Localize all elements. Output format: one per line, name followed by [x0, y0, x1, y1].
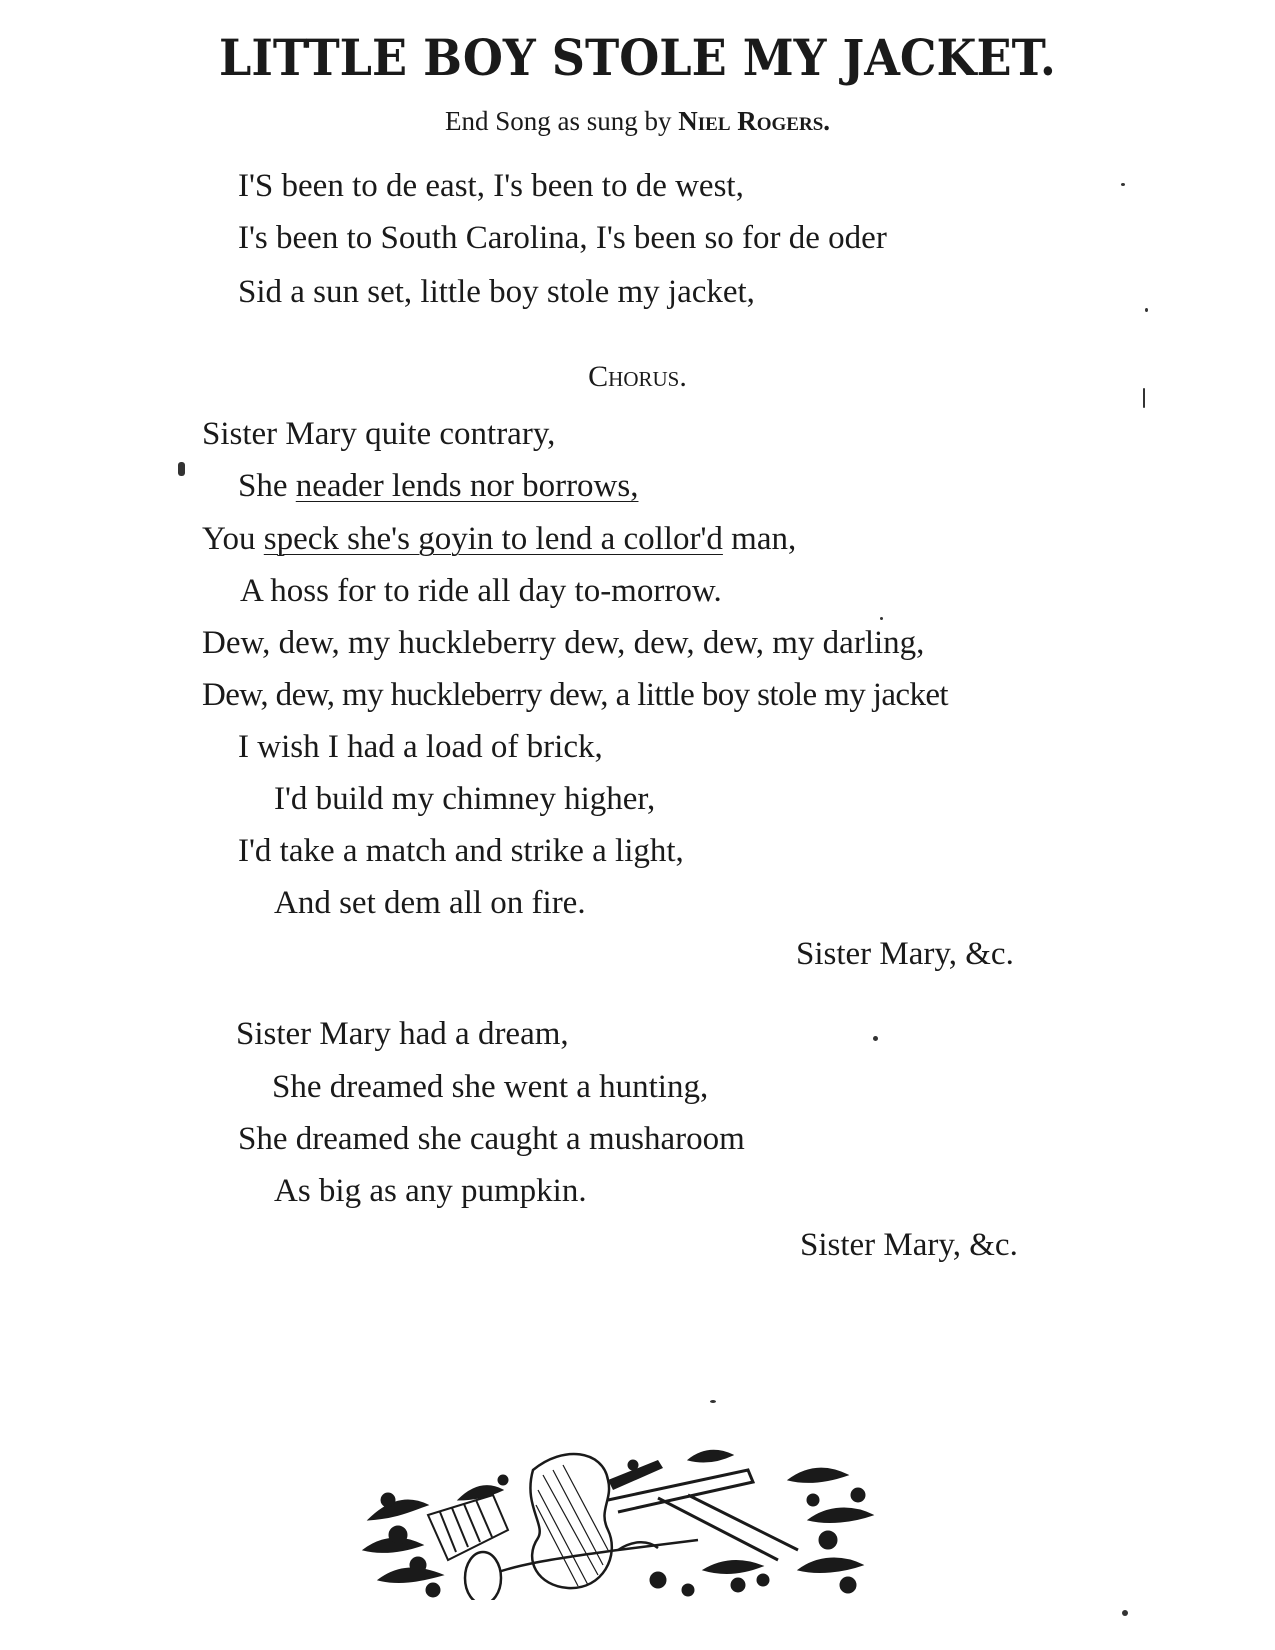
song-title: LITTLE BOY STOLE MY JACKET. [219, 28, 1056, 87]
verse3-line-2: She dreamed she went a hunting, [272, 1069, 709, 1105]
chorus-line-3-underlined: speck she's goyin to lend a collor'd [263, 521, 723, 557]
ink-speck [1121, 183, 1125, 186]
verse1-line-3: Sid a sun set, little boy stole my jacket, [238, 274, 755, 310]
verse3-line-1: Sister Mary had a dream, [236, 1016, 569, 1052]
chorus-line-1: Sister Mary quite contrary, [202, 416, 556, 452]
refrain-1: Sister Mary, &c. [796, 936, 1014, 972]
chorus-line-4: A hoss for to ride all day to-morrow. [240, 573, 722, 609]
chorus-line-3-start: You [202, 521, 264, 557]
ink-speck [178, 462, 185, 476]
ink-speck [1143, 388, 1145, 408]
performer-name: Niel Rogers. [678, 106, 831, 136]
ink-speck [873, 1036, 878, 1041]
verse2-line-1: I wish I had a load of brick, [238, 729, 603, 765]
verse3-line-3: She dreamed she caught a musharoom [238, 1121, 745, 1157]
ink-speck [1122, 1610, 1128, 1616]
chorus-line-6: Dew, dew, my huckleberry dew, a little boy stole my jacket [202, 677, 948, 713]
ink-speck [880, 617, 883, 620]
chorus-line-5: Dew, dew, my huckleberry dew, dew, dew, my darling, [202, 625, 925, 661]
chorus-heading: Chorus. [588, 360, 687, 393]
chorus-line-2-underlined: neader lends nor borrows, [295, 468, 639, 504]
refrain-2: Sister Mary, &c. [800, 1227, 1018, 1263]
chorus-line-3-end: man, [722, 521, 797, 557]
verse2-line-2: I'd build my chimney higher, [274, 781, 656, 817]
musical-instruments-vignette-icon [358, 1440, 888, 1600]
verse3-line-4: As big as any pumpkin. [274, 1173, 587, 1209]
chorus-line-3 [202, 523, 796, 556]
ink-speck [710, 1400, 716, 1403]
verse2-line-3: I'd take a match and strike a light, [238, 833, 684, 869]
subtitle-prefix: End Song as sung by [444, 106, 679, 136]
chorus-line-2 [238, 470, 638, 503]
verse1-line-1: I'S been to de east, I's been to de west, [238, 168, 744, 204]
song-subtitle [0, 106, 1275, 137]
verse1-line-2: I's been to South Carolina, I's been so for de oder [238, 220, 887, 256]
ink-speck [1145, 308, 1148, 312]
verse2-line-4: And set dem all on fire. [274, 885, 586, 921]
chorus-line-2-start: She [238, 468, 296, 504]
